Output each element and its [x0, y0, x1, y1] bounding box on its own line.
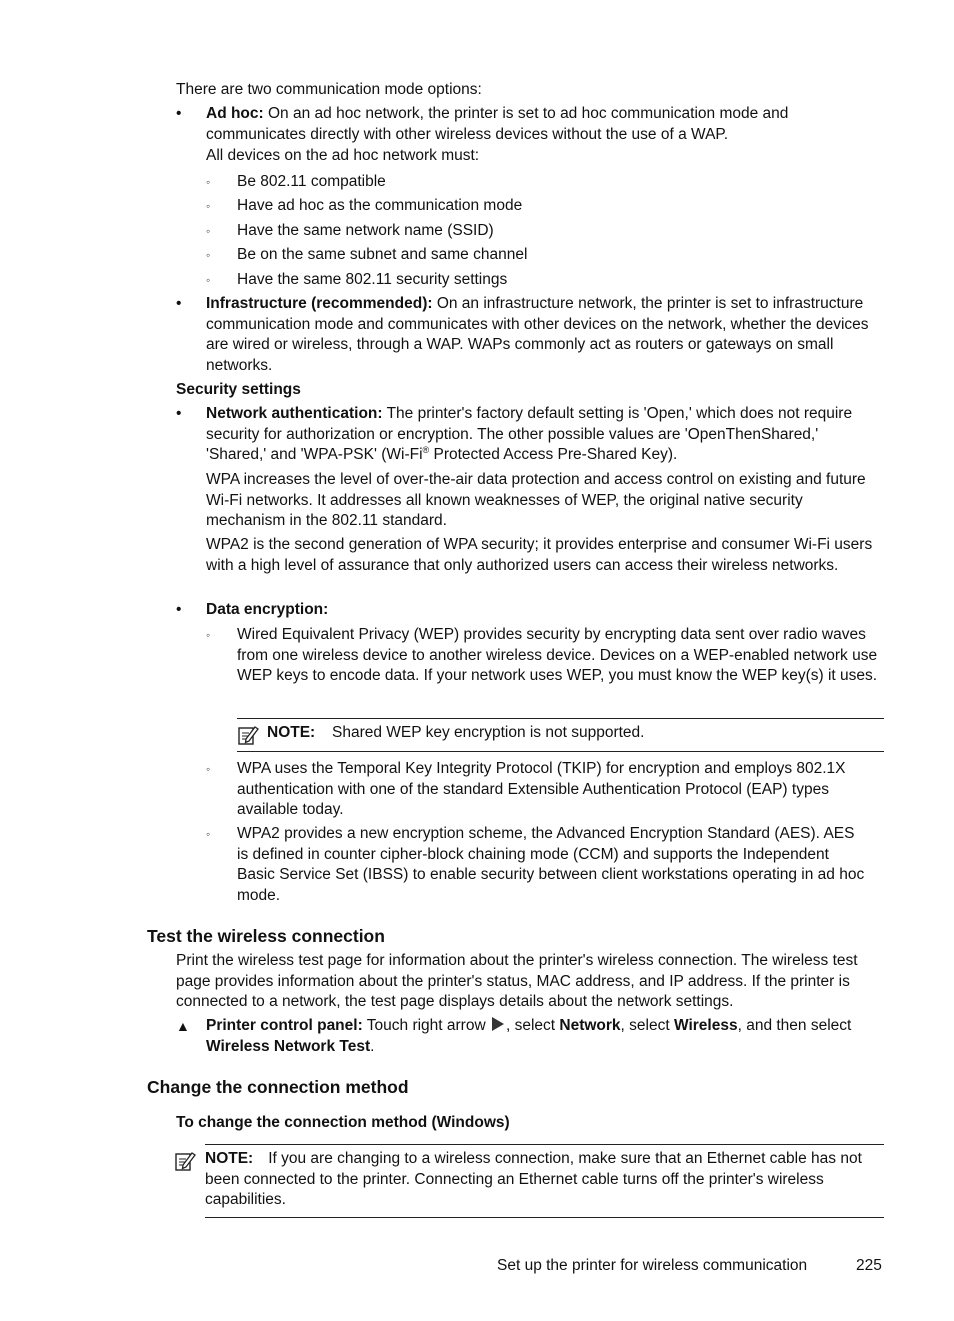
security-heading: Security settings	[176, 381, 301, 398]
test-heading: Test the wireless connection	[147, 926, 385, 946]
step-wireless-network-test: Wireless Network Test	[206, 1037, 371, 1055]
step-text: , select	[620, 1017, 674, 1034]
netauth-wpa: WPA increases the level of over-the-air data protection and access control on existing and future Wi-Fi networks. It addresses all known weaknesses of WEP, the original native security mechanism in the 802.11 standard.	[206, 471, 866, 529]
bullet: •	[176, 405, 182, 422]
note-bottom-rule	[237, 751, 884, 752]
infra-label: Infrastructure (recommended):	[206, 295, 433, 312]
circle-bullet: ◦	[206, 248, 211, 262]
change-note	[205, 1149, 877, 1211]
step-text: Touch right arrow	[362, 1017, 490, 1034]
note-pencil-icon	[174, 1150, 196, 1172]
adhoc-item: Be 802.11 compatible	[237, 173, 386, 190]
circle-bullet: ◦	[206, 827, 211, 841]
adhoc-item: Be on the same subnet and same channel	[237, 246, 528, 263]
infra-paragraph	[206, 294, 886, 376]
dataenc-label: Data encryption:	[206, 601, 329, 618]
circle-bullet: ◦	[206, 762, 211, 776]
adhoc-item: Have ad hoc as the communication mode	[237, 197, 523, 214]
change-subheading: To change the connection method (Windows)	[176, 1114, 510, 1131]
wep-note-text: Shared WEP key encryption is not supported.	[332, 724, 645, 741]
bullet: •	[176, 105, 182, 122]
netauth-text2: Protected Access Pre-Shared Key).	[429, 446, 678, 463]
test-body: Print the wireless test page for information about the printer's wireless connection. The wireless test page provides information about the printer's status, MAC address, and IP address. If the printer is connected to a network, the test page displays details about the network settings.	[176, 952, 858, 1010]
dataenc-wpa: WPA uses the Temporal Key Integrity Protocol (TKIP) for encryption and employs 802.1X authentication with one of the standard Extensible Authentication Protocol (EAP) types available today.	[237, 760, 846, 818]
adhoc-label: Ad hoc:	[206, 105, 264, 122]
netauth-text1: The printer's factory default setting is 'Open,' which does not require security for authorization or encryption. The other possible values are 'OpenThenShared,' 'Shared,' and 'WPA-PSK' (Wi-Fi	[206, 405, 853, 463]
circle-bullet: ◦	[206, 175, 211, 189]
bullet: •	[176, 295, 182, 312]
step-text: .	[370, 1037, 375, 1055]
netauth-wpa2: WPA2 is the second generation of WPA security; it provides enterprise and consumer Wi-Fi users with a high level of assurance that only authorized users can access their wireless networks.	[206, 536, 873, 574]
right-arrow-icon	[490, 1016, 506, 1032]
dataenc-wpa2: WPA2 provides a new encryption scheme, the Advanced Encryption Standard (AES). AES is defined in counter cipher-block chaining mode (CCM) and supports the Independent Basic Service Set (IBSS) to enable security between client workstations operating in ad hoc mode.	[237, 825, 865, 904]
circle-bullet: ◦	[206, 199, 211, 213]
change-heading: Change the connection method	[147, 1077, 409, 1097]
intro-text: There are two communication mode options:	[176, 81, 482, 98]
netauth-paragraph	[206, 404, 876, 466]
step-wireless: Wireless	[673, 1017, 738, 1034]
circle-bullet: ◦	[206, 273, 211, 287]
circle-bullet: ◦	[206, 628, 211, 642]
triangle-bullet: ▲	[176, 1018, 190, 1034]
note-top-rule	[237, 718, 884, 719]
step-label: Printer control panel:	[206, 1017, 363, 1034]
circle-bullet: ◦	[206, 224, 211, 238]
note-bottom-rule	[205, 1217, 884, 1218]
step-text: , and then select	[737, 1017, 852, 1034]
adhoc-item: Have the same network name (SSID)	[237, 222, 494, 239]
registered-mark: ®	[422, 444, 430, 455]
step-text: , select	[505, 1017, 560, 1034]
note-top-rule	[205, 1144, 884, 1145]
adhoc-text: On an ad hoc network, the printer is set to ad hoc communication mode and communicates directly with other wireless devices without the use of a WAP.	[206, 105, 789, 143]
adhoc-must: All devices on the ad hoc network must:	[206, 147, 480, 164]
footer-title: Set up the printer for wireless communication	[497, 1257, 808, 1274]
adhoc-paragraph	[206, 104, 846, 145]
note-pencil-icon	[237, 724, 259, 746]
dataenc-wep: Wired Equivalent Privacy (WEP) provides security by encrypting data sent over radio waves from one wireless device to another wireless device. Devices on a WEP-enabled network use WEP keys to encode data. If your network uses WEP, you must know the WEP key(s) it uses.	[237, 626, 878, 684]
adhoc-item: Have the same 802.11 security settings	[237, 271, 508, 288]
test-step	[206, 1016, 866, 1057]
change-note-text: If you are changing to a wireless connection, make sure that an Ethernet cable has not been connected to the printer. Connecting an Ethernet cable turns off the printer's wireless capabilities.	[205, 1150, 862, 1208]
change-note-label: NOTE:	[205, 1150, 254, 1167]
page-number: 225	[856, 1257, 882, 1274]
wep-note-label: NOTE:	[267, 724, 316, 741]
step-network: Network	[559, 1017, 621, 1034]
netauth-label: Network authentication:	[206, 405, 383, 422]
infra-text: On an infrastructure network, the printer is set to infrastructure communication mode and communicates with other devices on the network, whether the devices are wired or wireless, through a WAP. WAPs commonly act as routers or gateways on small networks.	[206, 295, 869, 374]
bullet: •	[176, 601, 182, 618]
